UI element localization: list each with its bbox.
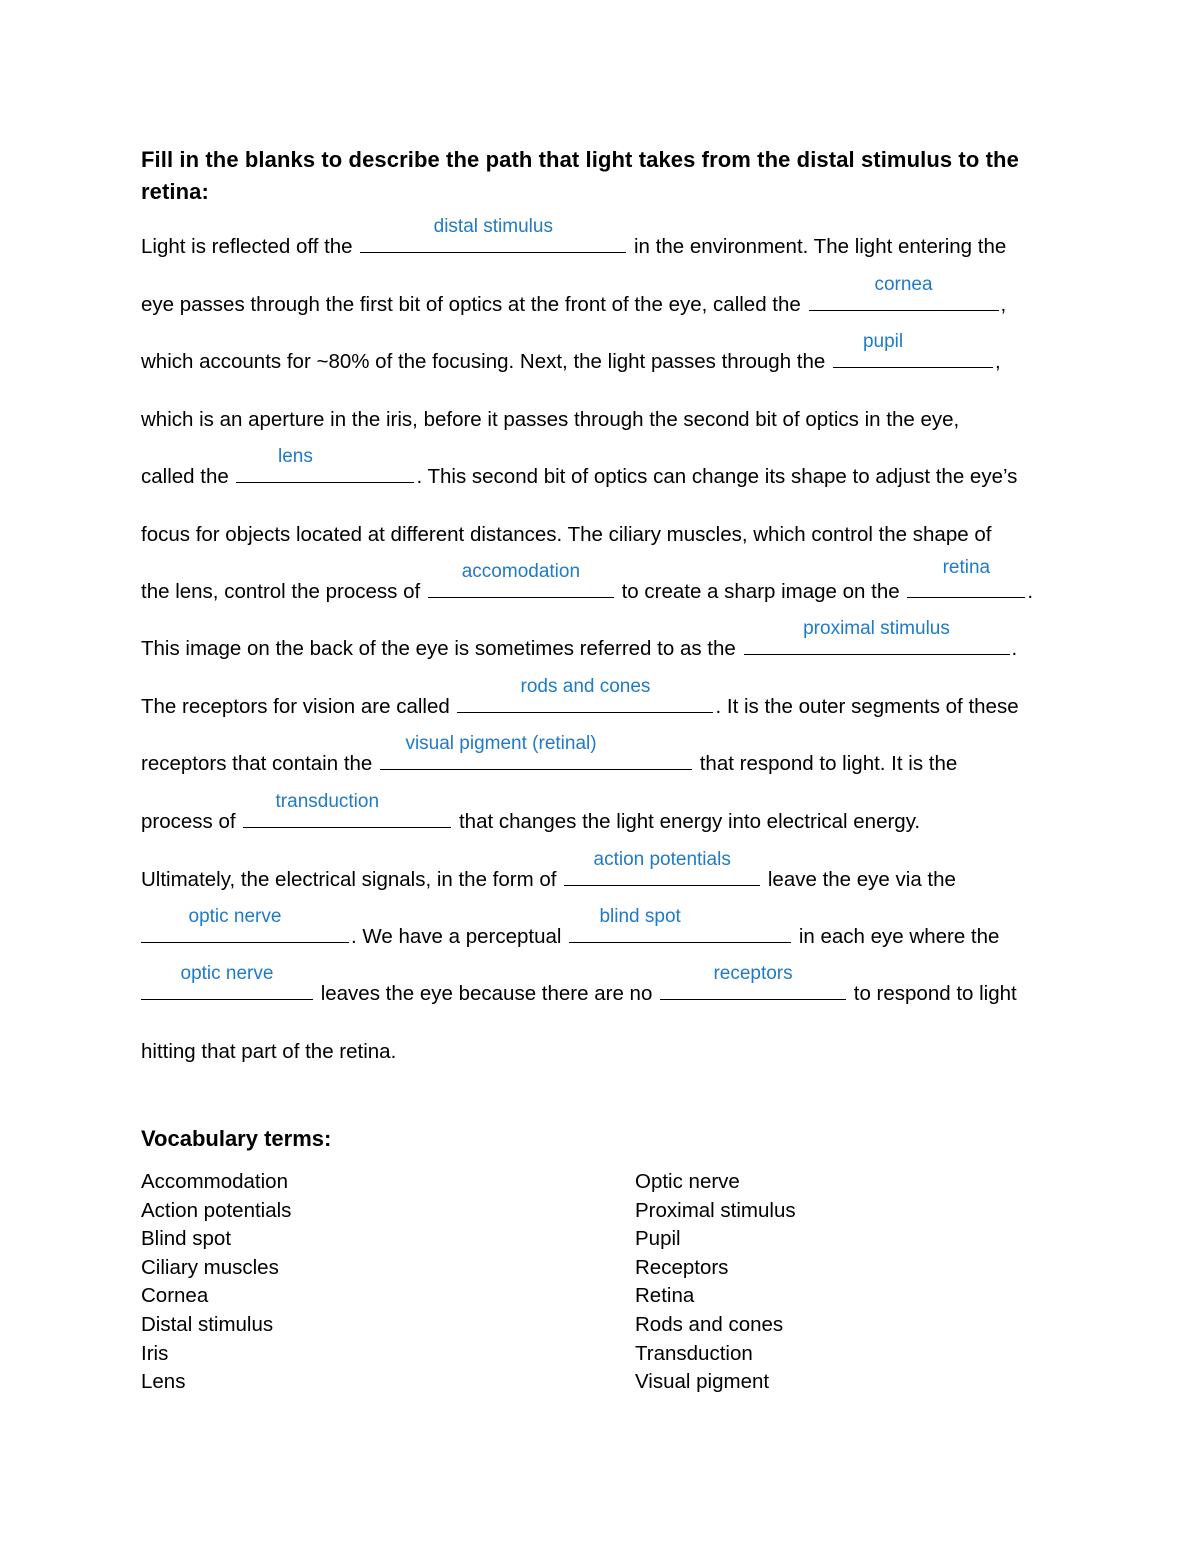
passage-text: . We have a perceptual [351, 925, 568, 948]
passage-line-14 [141, 963, 1017, 1009]
vocabulary-heading: Vocabulary terms: [141, 1126, 332, 1151]
passage-text: leaves the eye because there are no [315, 982, 659, 1005]
vocab-term: Receptors [635, 1255, 729, 1279]
vocab-term: Rods and cones [635, 1312, 784, 1336]
vocab-term: Visual pigment [635, 1370, 770, 1394]
passage-line-6 [141, 520, 991, 550]
vocab-term: Action potentials [141, 1198, 292, 1222]
passage-line-3 [141, 331, 1001, 377]
answer-text: retina [942, 557, 991, 578]
passage-text: hitting that part of the retina. [141, 1040, 397, 1063]
passage-line-5 [141, 446, 1018, 492]
passage-text: , [1000, 293, 1007, 316]
answer-text: optic nerve [188, 906, 282, 927]
answer-blank [744, 618, 1010, 655]
answer-text: action potentials [593, 849, 731, 870]
answer-blank [564, 849, 760, 886]
passage-text: Light is reflected off the [141, 235, 359, 258]
worksheet-heading: Fill in the blanks to describe the path that light takes from the distal stimulus to the retina: [141, 147, 1019, 204]
passage-text: focus for objects located at different distances. The ciliary muscles, which control the shape of [141, 523, 992, 546]
answer-text: distal stimulus [433, 216, 553, 237]
answer-text: proximal stimulus [803, 618, 950, 639]
answer-blank [236, 446, 414, 483]
vocab-term: Iris [141, 1341, 169, 1365]
answer-text: transduction [275, 791, 380, 812]
answer-blank [380, 733, 692, 770]
vocab-term: Ciliary muscles [141, 1255, 279, 1279]
passage-text: which is an aperture in the iris, before it passes through the second bit of optics in the eye, [141, 408, 960, 431]
passage-line-15 [141, 1037, 396, 1067]
answer-text: lens [278, 446, 313, 467]
passage-text: This image on the back of the eye is sometimes referred to as the [141, 637, 742, 660]
passage-text: . [1011, 637, 1018, 660]
passage-line-8 [141, 618, 1018, 664]
answer-text: receptors [713, 963, 793, 984]
vocab-term: Lens [141, 1370, 186, 1394]
passage-text: eye passes through the first bit of optics at the front of the eye, called the [141, 293, 807, 316]
answer-blank [243, 791, 451, 828]
passage-line-7 [141, 557, 1034, 607]
answer-blank [141, 906, 349, 943]
passage-text: . It is the outer segments of these [715, 695, 1019, 718]
passage-text: that respond to light. It is the [694, 752, 958, 775]
answer-blank [457, 676, 713, 713]
passage-text: receptors that contain the [141, 752, 379, 775]
vocabulary-list-left [141, 1168, 291, 1397]
answer-text: rods and cones [520, 676, 651, 697]
passage-line-2 [141, 274, 1007, 320]
passage-line-9 [141, 676, 1019, 722]
passage-text: called the [141, 465, 235, 488]
passage-text: The receptors for vision are called [141, 695, 456, 718]
answer-blank [428, 561, 614, 598]
passage-text: , [995, 350, 1001, 373]
passage-line-12 [141, 849, 956, 895]
vocab-term: Proximal stimulus [635, 1198, 796, 1222]
vocab-term: Blind spot [141, 1227, 232, 1251]
passage-text: Ultimately, the electrical signals, in the form of [141, 868, 563, 891]
passage-text: leave the eye via the [762, 868, 956, 891]
passage-line-4 [141, 405, 959, 435]
answer-blank [809, 274, 999, 311]
answer-text: visual pigment (retinal) [405, 733, 597, 754]
passage-line-10 [141, 733, 958, 779]
passage-text: in the environment. The light entering the [628, 235, 1007, 258]
answer-blank [360, 216, 626, 253]
passage-text: to create a sharp image on the [615, 580, 906, 603]
answer-blank [141, 963, 313, 1000]
answer-text: pupil [862, 331, 904, 352]
passage-text: the lens, control the process of [141, 580, 426, 603]
passage-text: process of [141, 810, 242, 833]
vocab-term: Retina [635, 1284, 695, 1308]
answer-text: blind spot [599, 906, 681, 927]
vocab-term: Pupil [635, 1227, 681, 1251]
passage-text: . This second bit of optics can change its shape to adjust the eye’s [416, 465, 1018, 488]
answer-text: cornea [874, 274, 933, 295]
vocab-term: Distal stimulus [141, 1312, 274, 1336]
passage-text: which accounts for ~80% of the focusing. Next, the light passes through the [141, 350, 832, 373]
passage-text: . [1027, 580, 1034, 603]
vocab-term: Optic nerve [635, 1170, 740, 1193]
vocab-term: Transduction [635, 1341, 753, 1365]
passage-text: that changes the light energy into electrical energy. [453, 810, 921, 833]
passage-line-13 [141, 906, 1000, 952]
vocab-term: Cornea [141, 1284, 209, 1308]
vocab-term: Accommodation [141, 1170, 288, 1193]
passage-line-1 [141, 216, 1007, 262]
passage-text: in each eye where the [793, 925, 1000, 948]
vocabulary-list-right [635, 1168, 796, 1397]
passage-text: to respond to light [848, 982, 1017, 1005]
answer-blank [907, 557, 1025, 598]
answer-blank [833, 331, 993, 368]
answer-blank [660, 963, 846, 1000]
answer-text: optic nerve [180, 963, 274, 984]
passage-line-11 [141, 791, 921, 837]
answer-blank [569, 906, 791, 943]
answer-text: accomodation [461, 561, 581, 582]
